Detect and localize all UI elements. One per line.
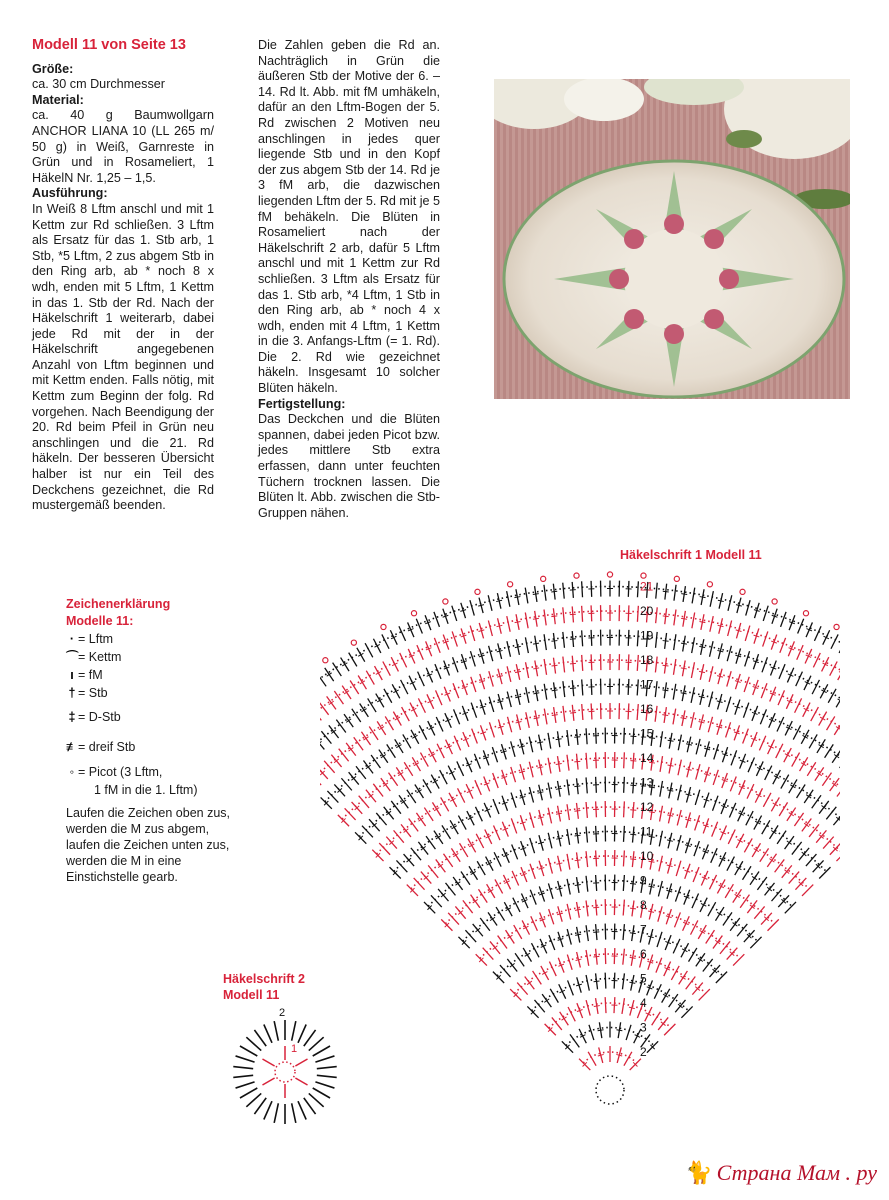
work-heading: Ausführung: [32, 186, 108, 201]
instructions-text: Die Zahlen geben die Rd an. Nachträglich in Grün die äußeren Stb der Motive der 6. – 14. Rd lt. Abb. mit fM umhäkeln, dafür an den Lftm-Bogen der 5. Rd zwischen 2 Motiven neu anschlingen in jedes quer liegende Stb und in den Kopf der zus abgem Stb der 14. Rd je 3 fM arb, die dazwischen liegenden Lftm der 5. Rd mit je 5 fM behäkeln. Die Blüten in Rosameliert nach der Häkelschrift 2 arb, dafür 5 Lftm anschl und mit 1 Kettm zur Rd schließen. 3 Lftm als Ersatz für das 1. Stb arb, *4 Lftm, 1 Stb in den Ring arb, ab * noch 4 x wdh, enden mit 4 Lftm, 1 Kettm in die 3. Anfangs-Lftm (= 1. Rd). Die 2. Rd wie gezeichnet häkeln. Insgesamt 10 solcher Blüten häkeln. [258, 38, 441, 396]
chain-icon: · [69, 631, 75, 646]
round1-stitch [295, 1078, 307, 1085]
legend-row-dreifstb: ≢ = dreif Stb [66, 739, 136, 754]
material-text: ca. 40 g Baumwollgarn ANCHOR LIANA 10 (LL 265 m/ 50 g) in Weiß, Garnreste in Grün und in Rosameliert, 1 HäkelN Nr. 1,25 – 1,5. [32, 108, 214, 185]
round2-stitch [315, 1056, 334, 1062]
round-label: 13 [640, 775, 654, 790]
round-label: 20 [640, 604, 654, 618]
legend [66, 596, 236, 885]
legend-row-fm: ı = fM [66, 666, 236, 684]
picot-mark [574, 573, 579, 578]
round-label: 7 [640, 922, 647, 937]
chart-round-16 [338, 703, 840, 826]
treble-crochet-icon: ‡ [68, 709, 76, 724]
round-label: 5 [640, 971, 647, 986]
work-text: In Weiß 8 Lftm anschl und mit 1 Kettm zur Rd schließen. 3 Lftm als Ersatz für das 1. Stb arb, 1 Stb, *5 Lftm, 2 zus abgem Stb in den Ring arb, ab * noch 8 x wdh, enden mit 5 Lftm, 1 Kettm in das 1. Stb der Rd. Nach der Häkelschrift 1 weiterarb, dabei jede Rd mit der in der Häkelschrift angegebenen Anzahl von Lftm beginnen und mit Kettm enden. Falls nötig, mit Kettm zum Beginn der folg. Rd vorgehen. Nach Beendigung der 20. Rd beim Pfeil in Grün neu anschlingen und die 21. Rd häkeln. Der besseren Übersicht halber ist nur ein Teil des Deckchens gezeichnet, die Rd mustergemäß beenden. [32, 201, 214, 513]
size-heading: Größe: [32, 61, 74, 76]
chart-round-5 [527, 973, 692, 1018]
center-ring [596, 1076, 624, 1104]
legend-note: Laufen die Zeichen oben zus, werden die M zus abgem, laufen die Zeichen unten zus, werden die M in eine Einstichstelle gearb. [66, 806, 231, 884]
round-label: 6 [640, 947, 647, 961]
chart2-title: Häkelschrift 2 Modell 11 [223, 972, 305, 1002]
slip-stitch-icon: ⌒ [66, 649, 79, 664]
round2-stitch [315, 1082, 334, 1088]
legend-row-picot: ◦ = Picot (3 Lftm, [66, 762, 236, 782]
column-left [32, 38, 214, 514]
picot-mark [707, 582, 712, 587]
round-label: 9 [640, 873, 647, 888]
single-crochet-icon: ı [70, 667, 74, 682]
round-label: 17 [640, 677, 654, 692]
round2-stitch [240, 1046, 257, 1056]
picot-mark [803, 611, 808, 616]
round2-stitch [246, 1037, 261, 1050]
round2-stitch [313, 1046, 330, 1056]
material-heading: Material: [32, 92, 84, 107]
finish-text: Das Deckchen und die Blüten spannen, dabei jeden Picot bzw. jedes mittlere Stb extra erfassen, dann unter feuchten Tüchern trocknen lassen. Die Blüten lt. Abb. zwischen die Stb-Gruppen nähen. [258, 412, 440, 520]
round-label: 19 [640, 628, 654, 643]
round2-stitch [274, 1021, 278, 1041]
doily-photo [494, 79, 850, 399]
chart-round-20 [320, 605, 840, 757]
flower-ring [275, 1062, 295, 1082]
picot-mark [772, 599, 777, 604]
watermark: 🐈 Страна Мам . ру [685, 1160, 877, 1185]
picot-mark [607, 572, 612, 577]
round2-stitch [264, 1024, 272, 1042]
round-label: 11 [640, 824, 653, 839]
round2-stitch [304, 1030, 316, 1046]
chart-round-9 [458, 875, 761, 949]
round2-stitch [292, 1021, 296, 1041]
round2-stitch [304, 1098, 316, 1114]
legend-title: Zeichenerklärung [66, 597, 171, 611]
round2-stitch [313, 1088, 330, 1098]
legend-row-lftm: · = Lftm [66, 630, 236, 648]
round2-stitch [317, 1067, 337, 1069]
round2-stitch [317, 1075, 337, 1077]
round-label: 10 [640, 849, 654, 863]
picot-mark [351, 640, 356, 645]
column-middle [258, 38, 440, 521]
round-label: 15 [640, 726, 654, 741]
picot-mark [641, 573, 646, 578]
round1-stitch [262, 1078, 274, 1085]
chart1-title: Häkelschrift 1 Modell 11 [620, 548, 762, 562]
size-text: ca. 30 cm Durchmesser [32, 77, 165, 92]
round2-stitch [292, 1103, 296, 1123]
chart-round-13 [390, 777, 831, 879]
triple-treble-icon: ≢ [66, 739, 79, 754]
round2-stitch [233, 1067, 253, 1069]
legend-picot-detail: 1 fM in die 1. Lftm) [94, 783, 198, 797]
picot-mark [411, 611, 416, 616]
page-title: Modell 11 von Seite 13 [32, 37, 186, 53]
picot-mark [475, 589, 480, 594]
double-crochet-icon: † [68, 685, 76, 700]
round2-stitch [254, 1030, 266, 1046]
round1-stitch [295, 1059, 307, 1066]
round2-stitch [236, 1056, 255, 1062]
round-label: 2 [279, 1007, 286, 1019]
picot-mark [740, 589, 745, 594]
round1-stitch [262, 1059, 274, 1066]
crochet-chart-1 [320, 562, 840, 1122]
round2-stitch [309, 1093, 324, 1106]
chart-round-2 [579, 1046, 641, 1070]
round-label: 2 [640, 1045, 647, 1059]
picot-mark [443, 599, 448, 604]
round-label: 1 [291, 1043, 298, 1055]
legend-row-stb: † = Stb [66, 684, 236, 702]
round2-stitch [274, 1103, 278, 1123]
legend-row-dstb: ‡ = D-Stb [66, 702, 236, 732]
round2-stitch [309, 1037, 324, 1050]
round-label: 18 [640, 653, 654, 667]
chart-round-6 [510, 948, 710, 1000]
round-label: 3 [640, 1020, 647, 1035]
round2-stitch [298, 1024, 306, 1042]
round-label: 12 [640, 800, 654, 814]
round2-stitch [254, 1098, 266, 1114]
picot-mark [541, 576, 546, 581]
round-label: 21 [640, 579, 654, 594]
legend-row-kettm: ⌒ = Kettm [66, 649, 122, 664]
round-label: 14 [640, 751, 654, 765]
round2-stitch [246, 1093, 261, 1106]
cat-logo-icon: 🐈 [685, 1160, 713, 1185]
picot-mark [323, 658, 328, 663]
picot-icon: ◦ [69, 764, 75, 779]
round2-stitch [298, 1101, 306, 1119]
picot-mark [834, 624, 839, 629]
round-label: 4 [640, 996, 647, 1010]
picot-mark [381, 624, 386, 629]
picot-mark [674, 576, 679, 581]
round-label: 16 [640, 702, 654, 716]
round2-stitch [264, 1101, 272, 1119]
legend-subtitle: Modelle 11: [66, 614, 134, 628]
round2-stitch [236, 1082, 255, 1088]
round2-stitch [233, 1075, 253, 1077]
chart-round-19 [320, 630, 840, 774]
finish-heading: Fertigstellung: [258, 396, 346, 411]
crochet-chart-2 [220, 1000, 350, 1135]
picot-mark [508, 582, 513, 587]
chart-round-15 [355, 728, 840, 844]
round2-stitch [240, 1088, 257, 1098]
round-label: 8 [640, 898, 647, 912]
